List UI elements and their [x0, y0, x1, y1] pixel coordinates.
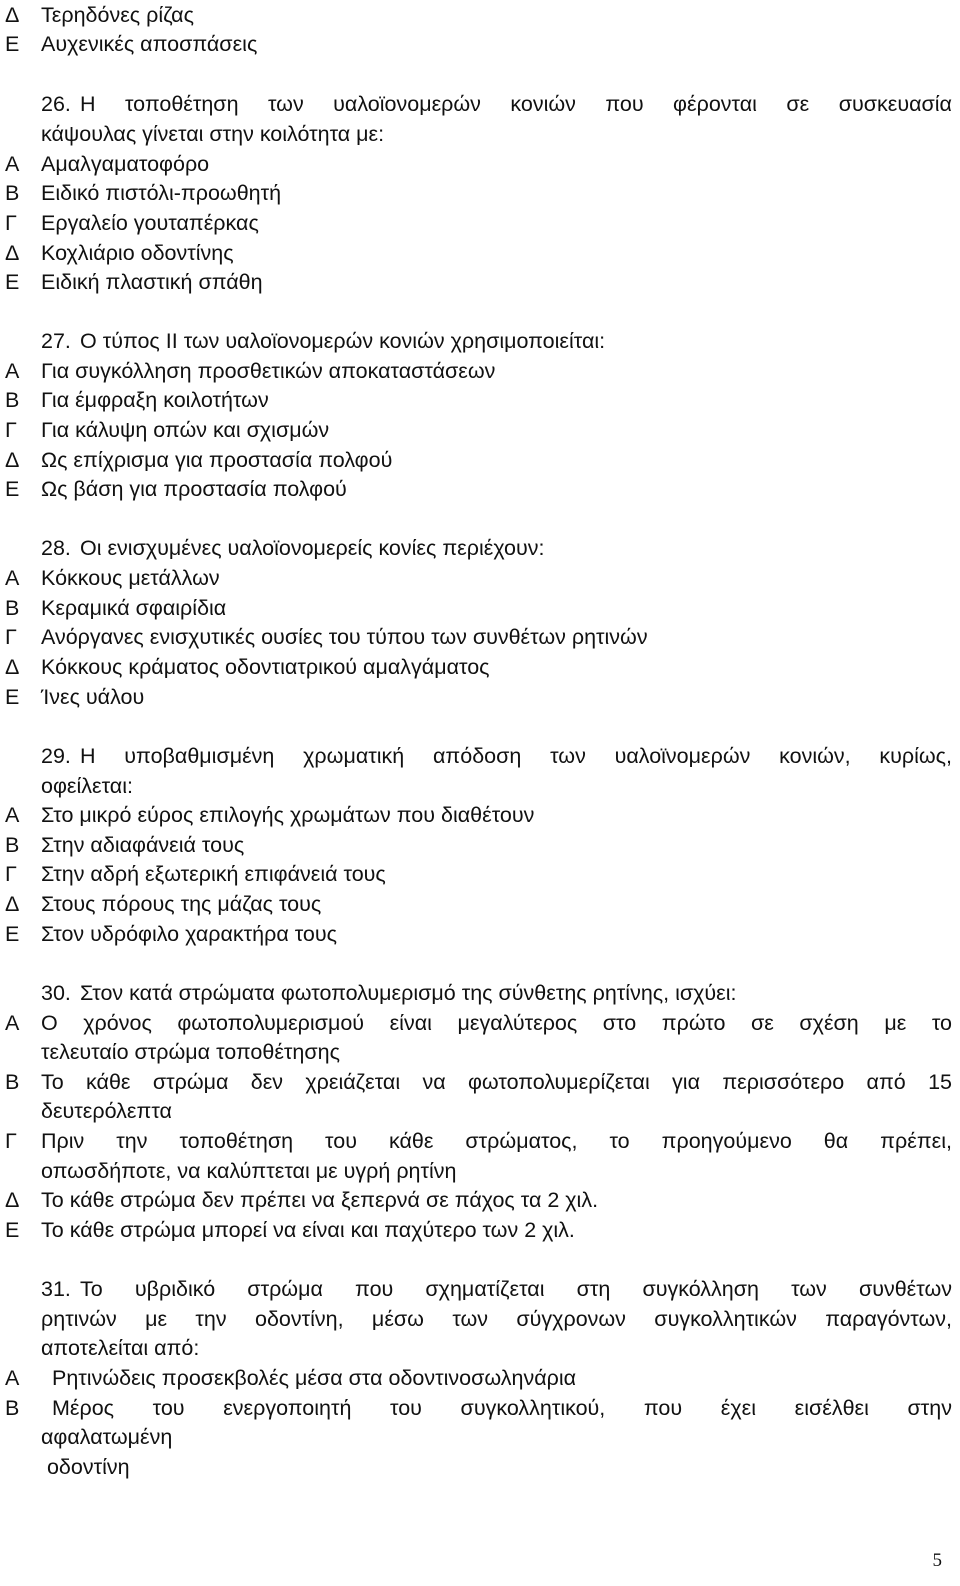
question-31-cont: [0, 1333, 960, 1363]
option-text: Στην αδιαφάνειά τους: [41, 833, 245, 857]
option-text: Ρητινώδεις προσεκβολές μέσα στα οδοντινοσωληνάρια: [52, 1366, 577, 1390]
option-text: Στο μικρό εύρος επιλογής χρωμάτων που διαθέτουν: [41, 803, 535, 827]
option-q31-b-cont: [0, 1422, 960, 1452]
question-28: [0, 533, 960, 563]
option-text: Για κάλυψη οπών και σχισμών: [41, 418, 330, 442]
option-q28-e: [0, 682, 960, 712]
option-text: Για έμφραξη κοιλοτήτων: [41, 388, 269, 412]
question-number: 31.: [41, 1277, 71, 1301]
option-q30-e: [0, 1215, 960, 1245]
option-letter: Β: [5, 1396, 20, 1420]
option-q28-b: [0, 593, 960, 623]
option-letter: Ε: [5, 270, 20, 294]
option-text: δευτερόλεπτα: [41, 1099, 172, 1123]
question-29-cont: [0, 771, 960, 801]
option-q27-b: [0, 385, 960, 415]
option-q29-e: [0, 919, 960, 949]
question-number: 27.: [41, 329, 71, 353]
option-text: οδοντίνη: [41, 1455, 130, 1479]
option-q30-c-cont: [0, 1156, 960, 1186]
option-letter: Β: [5, 181, 20, 205]
question-29: [0, 741, 960, 771]
option-letter: Δ: [5, 241, 20, 265]
option-letter: Α: [5, 152, 20, 176]
option-q29-a: [0, 800, 960, 830]
option-q27-d: [0, 445, 960, 475]
option-q30-b-cont: [0, 1096, 960, 1126]
question-text: Η τοποθέτηση των υαλοϊονομερών κονιών που φέρονται σε συσκευασία: [80, 92, 952, 116]
option-q31-a: [0, 1363, 960, 1393]
option-letter: Γ: [5, 625, 17, 649]
option-q25-e: [0, 29, 960, 59]
option-letter: Α: [5, 1011, 20, 1035]
option-text: Αμαλγαματοφόρο: [41, 152, 210, 176]
option-text: Κόκκους μετάλλων: [41, 566, 220, 590]
option-letter: Β: [5, 833, 20, 857]
question-26: [0, 89, 960, 119]
option-text: Το κάθε στρώμα μπορεί να είναι και παχύτερο των 2 χιλ.: [41, 1218, 575, 1242]
question-number: 26.: [41, 92, 71, 116]
question-31: [0, 1274, 960, 1304]
question-text: αποτελείται από:: [41, 1336, 200, 1360]
option-letter: Ε: [5, 477, 20, 501]
option-letter: Β: [5, 596, 20, 620]
option-q30-b: [0, 1067, 960, 1097]
question-text: κάψουλας γίνεται στην κοιλότητα με:: [41, 122, 385, 146]
question-text: Στον κατά στρώματα φωτοπολυμερισμό της σύνθετης ρητίνης, ισχύει:: [80, 981, 737, 1005]
option-letter: Ε: [5, 1218, 20, 1242]
option-text: Κεραμικά σφαιρίδια: [41, 596, 227, 620]
option-q30-a: [0, 1008, 960, 1038]
option-text: Ως επίχρισμα για προστασία πολφού: [41, 448, 393, 472]
option-letter: Δ: [5, 892, 20, 916]
question-number: 28.: [41, 536, 71, 560]
question-27: [0, 326, 960, 356]
option-text: Εργαλείο γουταπέρκας: [41, 211, 259, 235]
option-q29-b: [0, 830, 960, 860]
question-26-cont: [0, 119, 960, 149]
option-letter: Δ: [5, 3, 20, 27]
option-q26-c: [0, 208, 960, 238]
option-text: Ειδική πλαστική σπάθη: [41, 270, 263, 294]
option-q27-a: [0, 356, 960, 386]
option-q26-e: [0, 267, 960, 297]
question-text: οφείλεται:: [41, 774, 133, 798]
option-letter: Α: [5, 566, 20, 590]
option-text: Τερηδόνες ρίζας: [41, 3, 194, 27]
option-text: Το κάθε στρώμα δεν χρειάζεται να φωτοπολυμερίζεται για περισσότερο από 15: [41, 1070, 952, 1094]
question-text: Ο τύπος ΙΙ των υαλοϊονομερών κονιών χρησιμοποιείται:: [80, 329, 606, 353]
option-text: Στους πόρους της μάζας τους: [41, 892, 322, 916]
option-letter: Ε: [5, 922, 20, 946]
option-letter: Δ: [5, 448, 20, 472]
question-text: Οι ενισχυμένες υαλοϊονομερείς κονίες περιέχουν:: [80, 536, 545, 560]
option-text: Αυχενικές αποσπάσεις: [41, 32, 258, 56]
option-q26-a: [0, 149, 960, 179]
option-q27-c: [0, 415, 960, 445]
option-text: αφαλατωμένη: [41, 1425, 173, 1449]
question-number: 29.: [41, 744, 71, 768]
option-text: Κοχλιάριο οδοντίνης: [41, 241, 234, 265]
option-text: οπωσδήποτε, να καλύπτεται με υγρή ρητίνη: [41, 1159, 457, 1183]
option-text: Ως βάση για προστασία πολφού: [41, 477, 347, 501]
question-number: 30.: [41, 981, 71, 1005]
option-q29-d: [0, 889, 960, 919]
option-text: Το κάθε στρώμα δεν πρέπει να ξεπερνά σε πάχος τα 2 χιλ.: [41, 1188, 599, 1212]
option-letter: Ε: [5, 685, 20, 709]
option-q30-a-cont: [0, 1037, 960, 1067]
option-q30-c: [0, 1126, 960, 1156]
option-letter: Γ: [5, 862, 17, 886]
question-text: Το υβριδικό στρώμα που σχηματίζεται στη συγκόλληση των συνθέτων: [80, 1277, 952, 1301]
option-text: Για συγκόλληση προσθετικών αποκαταστάσεων: [41, 359, 496, 383]
option-q31-b: [0, 1393, 960, 1423]
page-number: 5: [932, 1550, 942, 1571]
option-text: Ανόργανες ενισχυτικές ουσίες του τύπου των συνθέτων ρητινών: [41, 625, 648, 649]
option-text: τελευταίο στρώμα τοποθέτησης: [41, 1040, 340, 1064]
option-text: Πριν την τοποθέτηση του κάθε στρώματος, το προηγούμενο θα πρέπει,: [41, 1129, 952, 1153]
option-letter: Α: [5, 803, 20, 827]
option-letter: Δ: [5, 1188, 20, 1212]
option-text: Στον υδρόφιλο χαρακτήρα τους: [41, 922, 338, 946]
question-31-cont: [0, 1304, 960, 1334]
question-text: ρητινών με την οδοντίνη, μέσω των σύγχρονων συγκολλητικών παραγόντων,: [41, 1307, 952, 1331]
question-text: Η υποβαθμισμένη χρωματική απόδοση των υαλοϊνομερών κονιών, κυρίως,: [80, 744, 952, 768]
option-letter: Γ: [5, 211, 17, 235]
option-text: Ο χρόνος φωτοπολυμερισμού είναι μεγαλύτερος στο πρώτο σε σχέση με το: [41, 1011, 952, 1035]
option-q31-b-cont: [0, 1452, 960, 1482]
option-q27-e: [0, 474, 960, 504]
option-letter: Α: [5, 1366, 20, 1390]
option-text: Ίνες υάλου: [41, 685, 145, 709]
option-letter: Β: [5, 388, 20, 412]
option-letter: Δ: [5, 655, 20, 679]
option-q28-d: [0, 652, 960, 682]
option-q28-a: [0, 563, 960, 593]
option-letter: Γ: [5, 418, 17, 442]
option-q26-d: [0, 238, 960, 268]
option-text: Ειδικό πιστόλι-προωθητή: [41, 181, 282, 205]
option-text: Κόκκους κράματος οδοντιατρικού αμαλγάματος: [41, 655, 490, 679]
question-30: [0, 978, 960, 1008]
option-letter: Γ: [5, 1129, 17, 1153]
option-q26-b: [0, 178, 960, 208]
option-q25-d: [0, 0, 960, 30]
option-text: Μέρος του ενεργοποιητή του συγκολλητικού, που έχει εισέλθει στην: [52, 1396, 952, 1420]
option-letter: Α: [5, 359, 20, 383]
option-letter: Ε: [5, 32, 20, 56]
option-letter: Β: [5, 1070, 20, 1094]
option-text: Στην αδρή εξωτερική επιφάνειά τους: [41, 862, 386, 886]
option-q29-c: [0, 859, 960, 889]
option-q28-c: [0, 622, 960, 652]
option-q30-d: [0, 1185, 960, 1215]
